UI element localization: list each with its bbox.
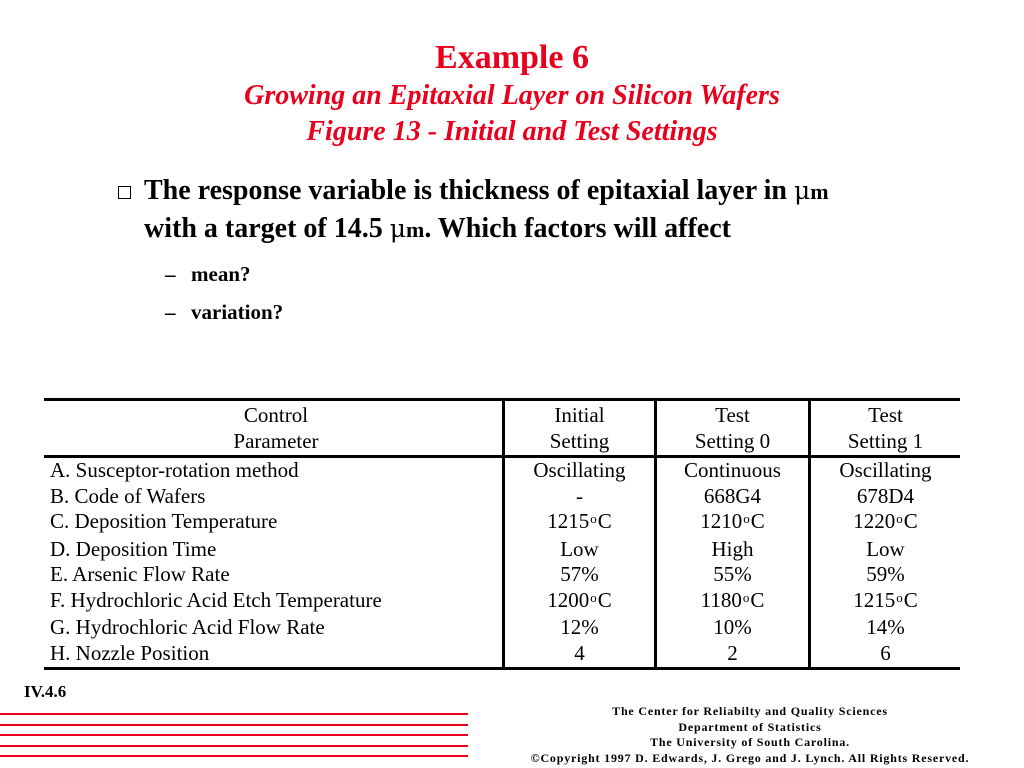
dash-icon: – xyxy=(165,300,176,324)
cell-initial: 1200$^o$C xyxy=(502,588,654,616)
cell-initial: 4 xyxy=(502,641,654,671)
stripe xyxy=(0,713,468,715)
cell-test0: 668G4 xyxy=(654,484,808,510)
decorative-stripes xyxy=(0,713,468,766)
footer-credits xyxy=(480,704,1020,766)
square-bullet-icon xyxy=(118,186,131,199)
table-row xyxy=(44,615,960,641)
slide-title-block xyxy=(0,38,1024,150)
page-number: IV.4.6 xyxy=(24,682,67,701)
bullet-item xyxy=(118,172,918,248)
sub-bullet-text: mean? xyxy=(191,262,251,286)
cell-parameter: C. Deposition Temperature xyxy=(50,509,278,533)
slide-subtitle-line1: Growing an Epitaxial Layer on Silicon Wafers xyxy=(244,80,780,111)
slide-subtitle-line2: Figure 13 - Initial and Test Settings xyxy=(306,116,718,147)
bullet-text-part3: . Which factors will affect xyxy=(424,213,731,244)
cell-initial: 1215$^o$C xyxy=(502,509,654,537)
settings-table xyxy=(44,398,960,670)
table-row xyxy=(44,562,960,588)
bullet-text xyxy=(144,172,884,248)
table-row xyxy=(44,509,960,537)
degree-symbol: o xyxy=(742,589,750,605)
cell-test1: 1215$^o$C xyxy=(808,588,960,616)
unit-m: m xyxy=(810,179,829,204)
cell-test1: 6 xyxy=(808,641,960,671)
cell-test0: High xyxy=(654,537,808,563)
bullet-text-part2: with a target of 14.5 xyxy=(144,213,390,244)
header-test-setting-1: Test Setting 1 xyxy=(808,398,960,458)
degree-symbol: o xyxy=(743,511,750,526)
cell-test0: Continuous xyxy=(654,458,808,484)
cell-initial: 57% xyxy=(502,562,654,588)
cell-test0: 55% xyxy=(654,562,808,588)
cell-parameter: A. Susceptor-rotation method xyxy=(50,458,299,482)
cell-parameter: F. Hydrochloric Acid Etch Temperature xyxy=(50,587,382,612)
degree-symbol: o xyxy=(896,589,903,605)
degree-symbol: o xyxy=(590,589,597,605)
table-row xyxy=(44,484,960,510)
header-test-setting-0: Test Setting 0 xyxy=(654,398,808,458)
stripe xyxy=(0,724,468,726)
table-header-row xyxy=(44,398,960,458)
cell-parameter: G. Hydrochloric Acid Flow Rate xyxy=(50,615,325,639)
stripe xyxy=(0,734,468,736)
sub-bullet-text: variation? xyxy=(191,300,284,324)
dash-icon: – xyxy=(165,262,176,286)
cell-test1: 59% xyxy=(808,562,960,588)
footer-line: The University of South Carolina. xyxy=(650,735,850,749)
table-row xyxy=(44,458,960,484)
degree-symbol: o xyxy=(896,511,903,526)
cell-test0: 10% xyxy=(654,615,808,641)
header-control-parameter: Control Parameter xyxy=(44,398,502,458)
stripe xyxy=(0,755,468,757)
mu-symbol: μ xyxy=(389,214,406,243)
footer-copyright: ©Copyright 1997 D. Edwards, J. Grego and J. Lynch. All Rights Reserved. xyxy=(530,750,970,765)
cell-test1: 678D4 xyxy=(808,484,960,510)
footer-line: The Center for Reliabilty and Quality Sciences xyxy=(612,704,888,718)
cell-parameter: E. Arsenic Flow Rate xyxy=(50,562,230,586)
cell-parameter: D. Deposition Time xyxy=(50,536,217,561)
cell-test1: Low xyxy=(808,537,960,563)
cell-test0: 2 xyxy=(654,641,808,671)
degree-symbol: o xyxy=(590,511,597,526)
cell-test1: 14% xyxy=(808,615,960,641)
cell-test1: 1220$^o$C xyxy=(808,509,960,537)
cell-test0: 1180$^o$C xyxy=(654,588,808,616)
cell-test1: Oscillating xyxy=(808,458,960,484)
unit-m: m xyxy=(405,217,425,242)
table-row xyxy=(44,537,960,563)
header-initial-setting: Initial Setting xyxy=(502,398,654,458)
cell-parameter: B. Code of Wafers xyxy=(50,483,206,508)
bullet-text-part1: The response variable is thickness of epitaxial layer in xyxy=(144,175,794,206)
cell-initial: Oscillating xyxy=(502,458,654,484)
cell-test0: 1210$^o$C xyxy=(654,509,808,537)
mu-symbol: μ xyxy=(794,176,811,205)
sub-bullet-item xyxy=(165,293,918,331)
cell-initial: 12% xyxy=(502,615,654,641)
table-row xyxy=(44,641,960,671)
bullet-list xyxy=(118,172,918,331)
stripe xyxy=(0,745,468,747)
table-row xyxy=(44,588,960,616)
cell-initial: - xyxy=(502,484,654,510)
slide-title: Example 6 xyxy=(435,39,589,76)
cell-parameter: H. Nozzle Position xyxy=(44,641,502,671)
sub-bullet-item xyxy=(165,255,918,293)
sub-bullet-list xyxy=(165,255,918,331)
footer-line: Department of Statistics xyxy=(678,719,822,734)
cell-initial: Low xyxy=(502,537,654,563)
